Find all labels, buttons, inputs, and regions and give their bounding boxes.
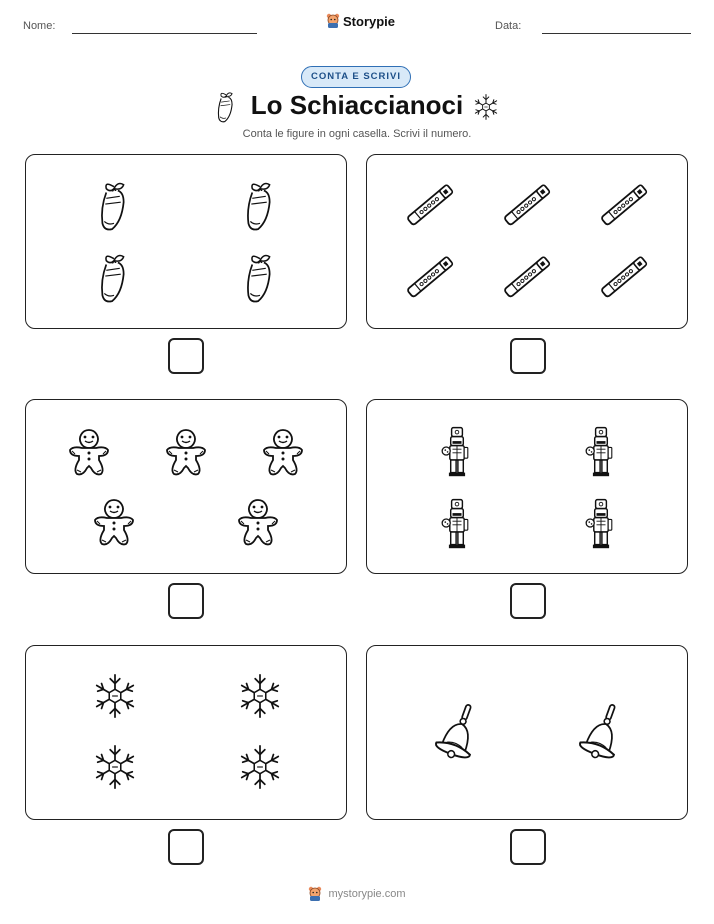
flute-icon: [596, 177, 652, 233]
snowflake-icon: [472, 93, 500, 121]
bell-icon: [573, 700, 631, 764]
gingerbread-man-icon: [162, 426, 210, 478]
count-panel-snowflakes: [25, 645, 347, 820]
bear-icon: [326, 13, 340, 29]
footer-url[interactable]: mystorypie.com: [328, 888, 406, 900]
count-panel-nutcrackers: [366, 399, 688, 574]
answer-box[interactable]: [510, 338, 546, 374]
flute-icon: [402, 177, 458, 233]
brand-name: Storypie: [343, 13, 396, 29]
snowflake-icon: [236, 743, 284, 791]
instructions: Conta le figure in ogni casella. Scrivi il numero.: [242, 128, 472, 140]
answer-box[interactable]: [510, 583, 546, 619]
bell-icon: [429, 700, 487, 764]
gingerbread-man-icon: [90, 496, 138, 548]
count-panel-gingerbread: [25, 399, 347, 574]
flute-icon: [402, 249, 458, 305]
date-field[interactable]: [542, 33, 691, 34]
ballet-shoe-icon: [94, 251, 134, 305]
flute-icon: [596, 249, 652, 305]
activity-badge: CONTA E SCRIVI: [301, 66, 411, 88]
answer-box[interactable]: [510, 829, 546, 865]
snowflake-icon: [91, 743, 139, 791]
snowflake-icon: [236, 672, 284, 720]
nutcracker-icon: [583, 496, 619, 550]
ballet-shoe-icon: [240, 251, 280, 305]
nutcracker-icon: [439, 496, 475, 550]
bear-icon: [308, 886, 322, 902]
count-panel-bells: [366, 645, 688, 820]
gingerbread-man-icon: [234, 496, 282, 548]
flute-icon: [499, 177, 555, 233]
snowflake-icon: [91, 672, 139, 720]
answer-box[interactable]: [168, 583, 204, 619]
ballet-shoe-icon: [240, 179, 280, 233]
count-panel-ballet-shoes: [25, 154, 347, 329]
footer: [0, 886, 714, 902]
answer-box[interactable]: [168, 338, 204, 374]
nutcracker-icon: [439, 424, 475, 478]
nutcracker-icon: [583, 424, 619, 478]
ballet-shoe-icon: [94, 179, 134, 233]
gingerbread-man-icon: [65, 426, 113, 478]
count-panel-flutes: [366, 154, 688, 329]
answer-box[interactable]: [168, 829, 204, 865]
gingerbread-man-icon: [259, 426, 307, 478]
name-field[interactable]: [72, 33, 257, 34]
name-label: Nome:: [23, 20, 56, 32]
page-title: Lo Schiaccianoci: [250, 90, 464, 120]
storypie-logo: [326, 13, 395, 29]
date-label: Data:: [495, 20, 522, 32]
flute-icon: [499, 249, 555, 305]
